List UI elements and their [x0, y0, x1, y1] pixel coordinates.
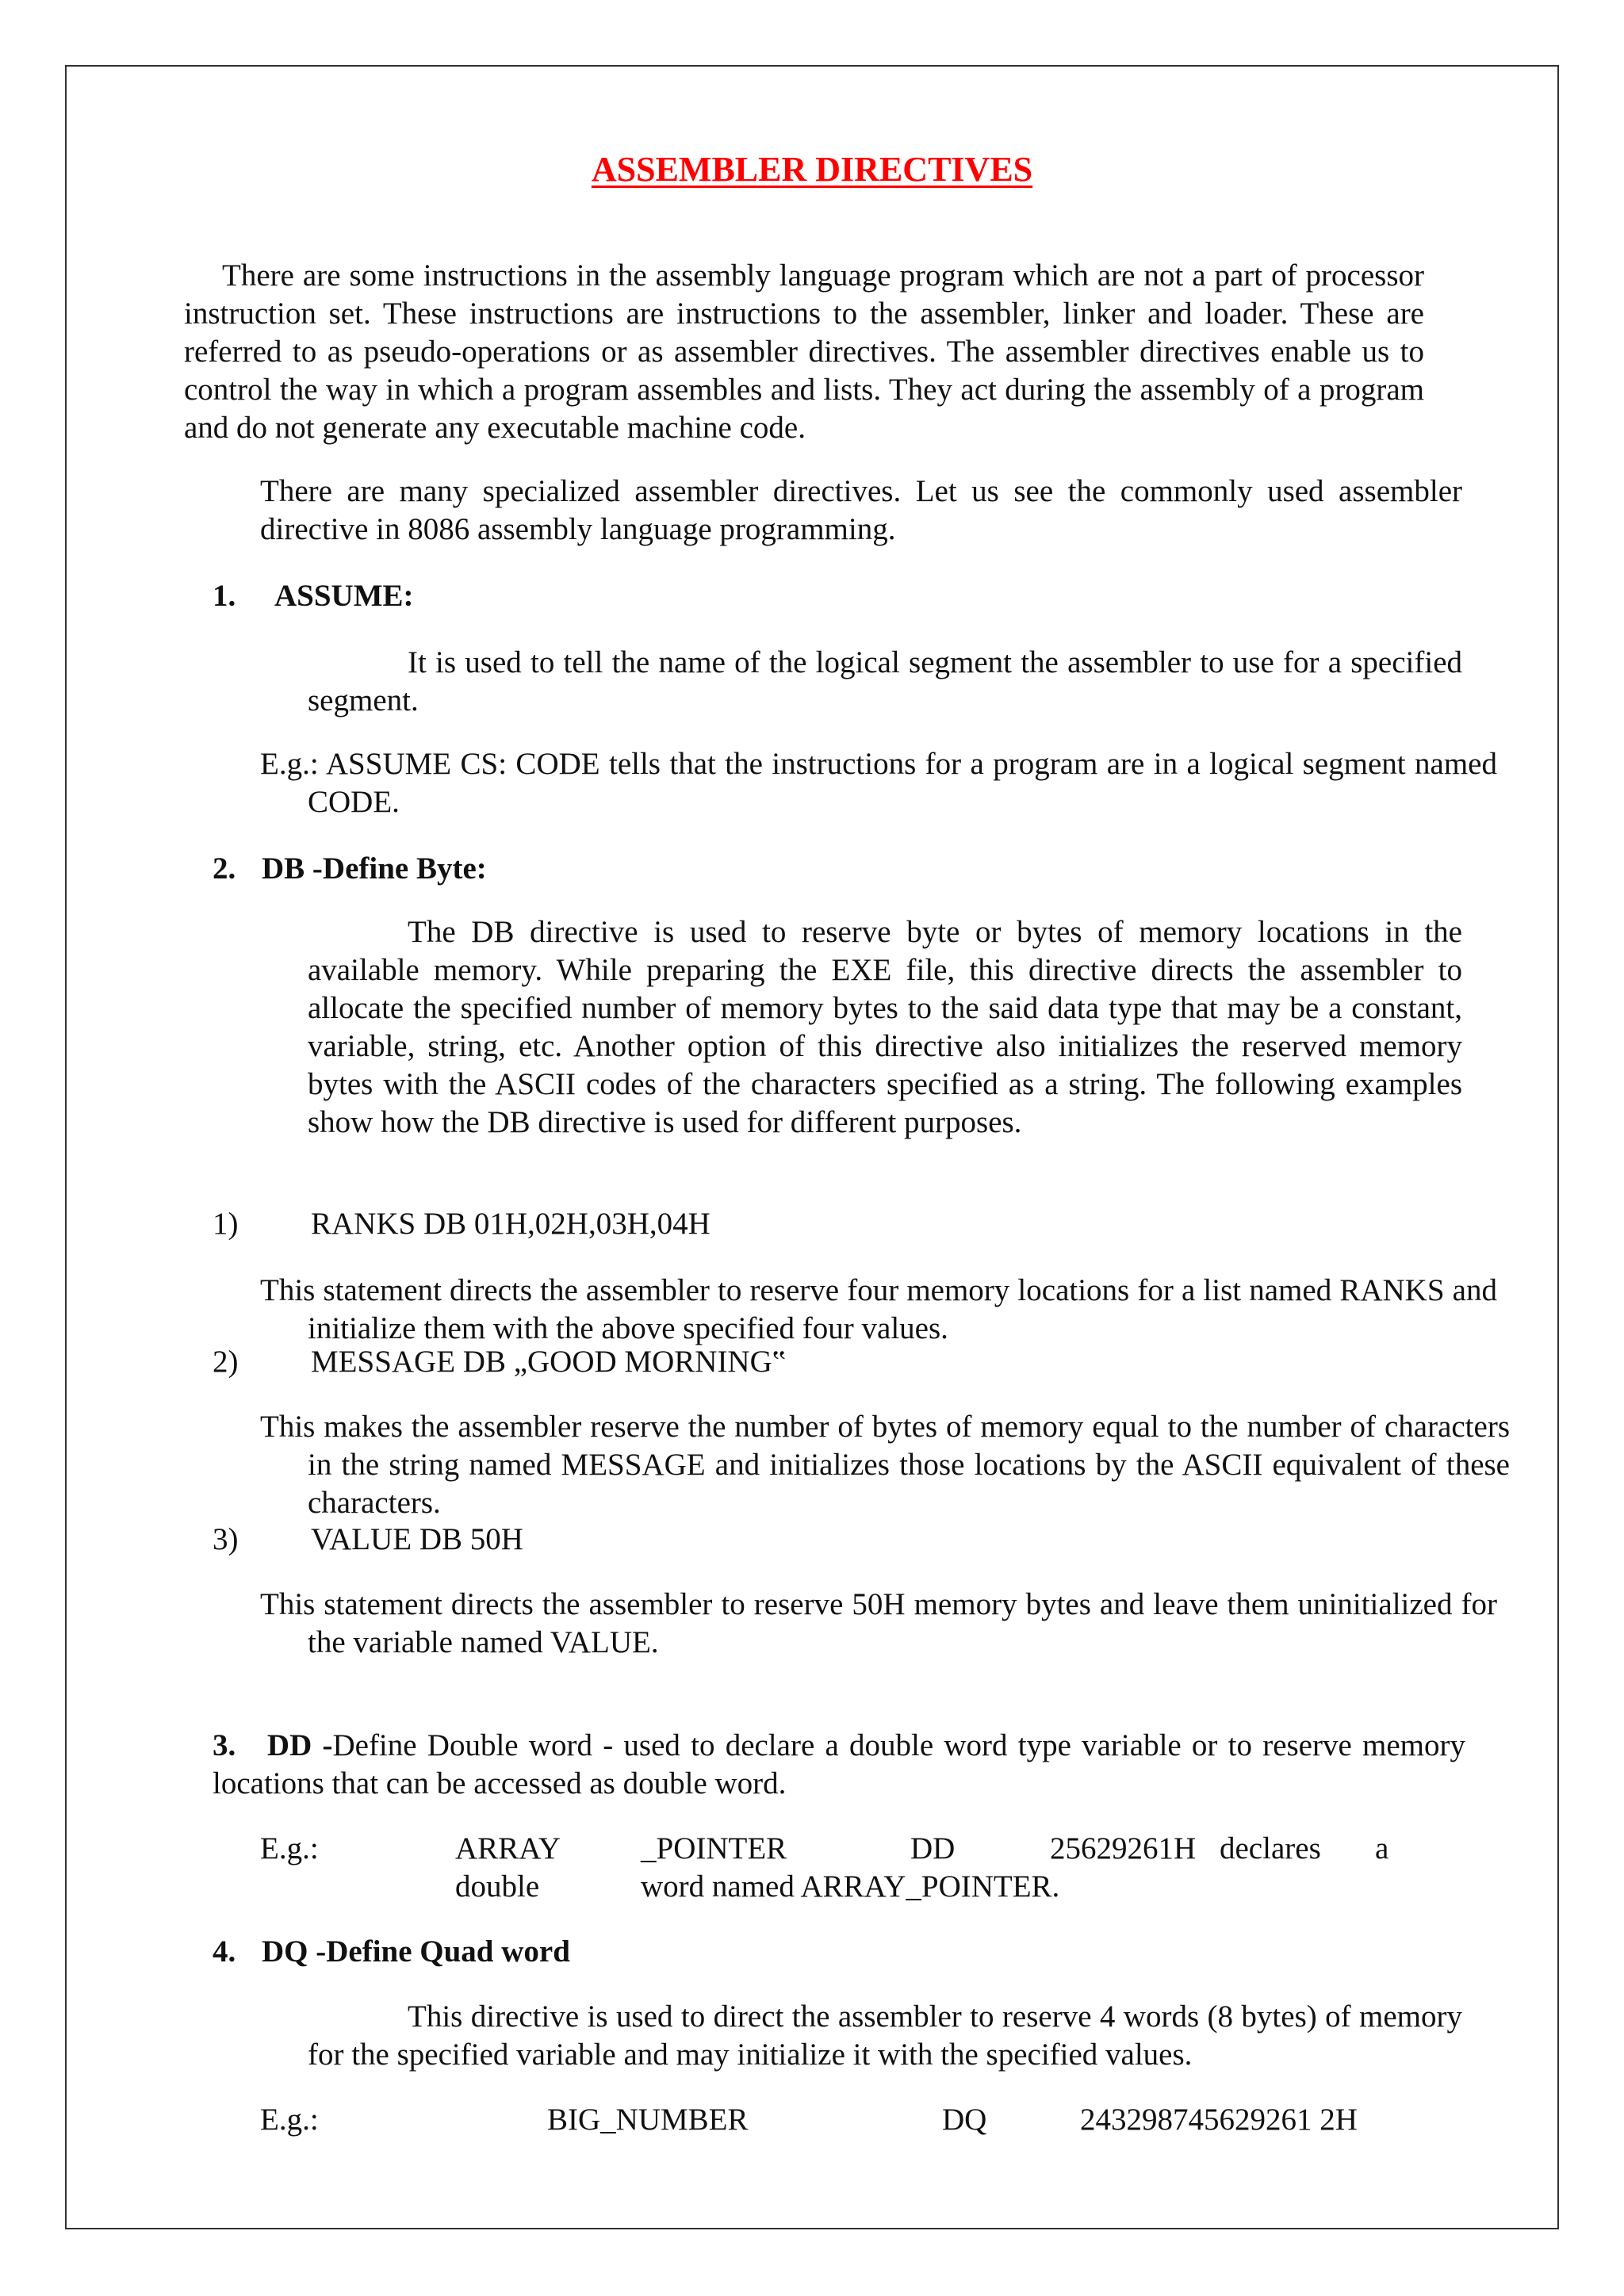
example-3-code: VALUE DB 50H — [311, 1522, 523, 1556]
section-4-heading: DQ -Define Quad word — [262, 1934, 570, 1969]
example-3-description: This statement directs the assembler to reserve 50H memory bytes and leave them uninitialized for the variable named VALUE. — [260, 1587, 1497, 1659]
example-2-description: This makes the assembler reserve the number of bytes of memory equal to the number of characters in the string named MESSAGE and initializes those locations by the ASCII equivalent of these characters. — [260, 1410, 1510, 1520]
section-3-word-declares: declares — [1220, 1831, 1321, 1866]
section-3-paragraph — [213, 1727, 1465, 1803]
section-3-word-a: a — [1375, 1831, 1389, 1866]
section-3-code-value: 25629261H — [1050, 1831, 1197, 1866]
section-2-number: 2. — [213, 851, 236, 886]
section-1-number: 1. — [213, 579, 236, 613]
section-3-word-named: word named ARRAY_POINTER. — [641, 1869, 1060, 1904]
intro-paragraph-1: There are some instructions in the assembly language program which are not a part of processor instruction set. These instructions are instructions to the assembler, linker and loader. These are referred to as pseudo-operations or as assembler directives. The assembler directives enable us to control the way in which a program assembles and lists. They act during the assembly of a program and do not generate any executable machine code. — [184, 258, 1424, 445]
intro-paragraph-2: There are many specialized assembler directives. Let us see the commonly used assembler directive in 8086 assembly language programming. — [260, 474, 1462, 546]
example-3-number: 3) — [213, 1522, 239, 1556]
section-3-code-array: ARRAY — [455, 1831, 561, 1866]
section-1-heading: ASSUME: — [274, 579, 414, 613]
section-4-number: 4. — [213, 1934, 236, 1969]
section-4-body: This directive is used to direct the assembler to reserve 4 words (8 bytes) of memory for the specified variable and may initialize it with the specified values. — [308, 1999, 1462, 2072]
section-4-eg-label: E.g.: — [260, 2103, 319, 2137]
section-3-eg-label: E.g.: — [260, 1831, 319, 1866]
example-2-code: MESSAGE DB „GOOD MORNING‟ — [311, 1345, 787, 1379]
example-1-number: 1) — [213, 1207, 239, 1241]
section-2-body: The DB directive is used to reserve byte or bytes of memory locations in the available memory. While preparing the EXE file, this directive directs the assembler to allocate the specified number of memory bytes to the said data type that may be a constant, variable, string, etc. Another option of this directive also initializes the reserved memory bytes with the ASCII codes of the characters specified as a string. The following examples show how the DB directive is used for different purposes. — [308, 915, 1462, 1139]
section-3-number: 3. — [213, 1728, 236, 1762]
example-1-code: RANKS DB 01H,02H,03H,04H — [311, 1207, 710, 1241]
section-3-word-double: double — [455, 1869, 540, 1904]
page-title: ASSEMBLER DIRECTIVES — [591, 150, 1033, 189]
section-3-heading: DD - — [266, 1728, 333, 1762]
section-4-code-value: 243298745629261 2H — [1080, 2103, 1358, 2137]
section-1-example: E.g.: ASSUME CS: CODE tells that the instructions for a program are in a logical segment named CODE. — [260, 747, 1497, 819]
section-3-body: Define Double word - used to declare a double word type variable or to reserve memory locations that can be accessed as double word. — [213, 1728, 1465, 1800]
example-2-number: 2) — [213, 1345, 239, 1379]
section-3-code-pointer: _POINTER — [641, 1831, 787, 1866]
example-1-description: This statement directs the assembler to reserve four memory locations for a list named RANKS and initialize them with the above specified four values. — [260, 1273, 1497, 1345]
section-3-code-dd: DD — [910, 1831, 956, 1866]
section-2-heading: DB -Define Byte: — [262, 851, 487, 886]
section-4-code-dq: DQ — [942, 2103, 987, 2137]
section-4-code-name: BIG_NUMBER — [547, 2103, 749, 2137]
section-1-body: It is used to tell the name of the logical segment the assembler to use for a specified segment. — [308, 645, 1462, 718]
